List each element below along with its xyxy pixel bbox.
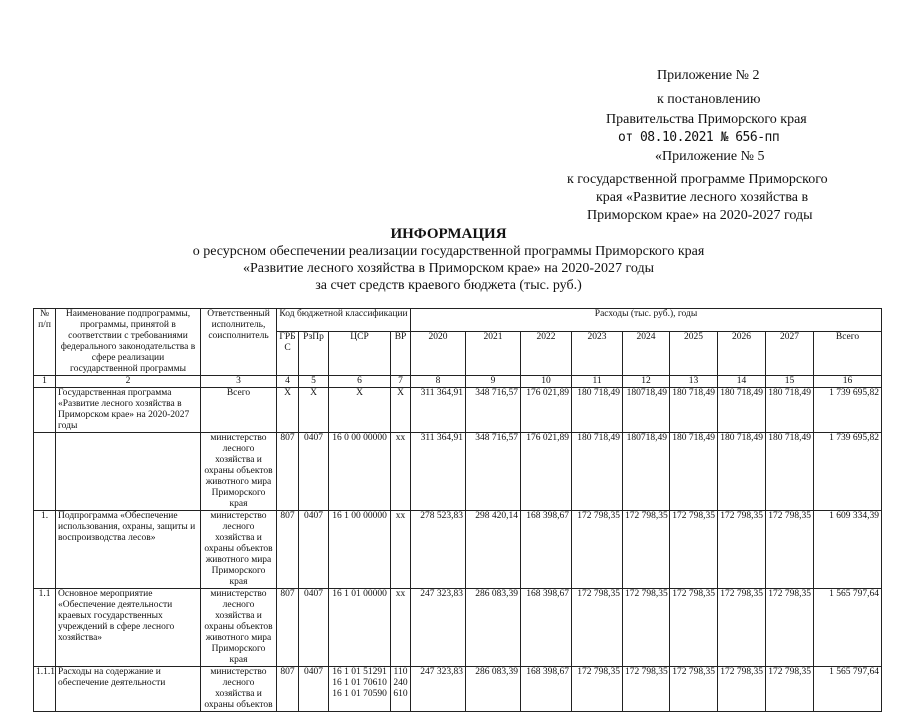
cell-csr: 16 1 00 00000 [329, 511, 391, 589]
cell-year-value: 311 364,91 [411, 433, 466, 511]
column-number: 12 [623, 376, 670, 388]
column-number-row [34, 376, 882, 388]
program-line-1: к государственной программе Приморского [567, 172, 828, 187]
cell-year-value: 168 398,67 [521, 511, 572, 589]
cell-year-value: 278 523,83 [411, 511, 466, 589]
col-name-header: Наименование подпрограммы, программы, принятой в соответствии с требованиями федерального законодательства в сфере реализации государственной программы [56, 309, 201, 376]
table-row [34, 589, 882, 667]
cell-year-value: 348 716,57 [466, 433, 521, 511]
cell-year-value: 172 798,35 [670, 511, 718, 589]
cell-year-value: 172 798,35 [670, 589, 718, 667]
cell-year-value: 180 718,49 [766, 433, 814, 511]
col-total-header: Всего [814, 331, 882, 375]
cell-year-value: 176 021,89 [521, 433, 572, 511]
column-number: 14 [718, 376, 766, 388]
cell-year-value: 286 083,39 [466, 667, 521, 712]
cell-total: 1 609 334,39 [814, 511, 882, 589]
cell-year-value: 172 798,35 [718, 667, 766, 712]
col-2024-header: 2024 [623, 331, 670, 375]
cell-year-value: 180 718,49 [670, 388, 718, 433]
cell-csr: 16 1 01 51291 16 1 01 70610 16 1 01 70590 [329, 667, 391, 712]
cell-executor: министерство лесного хозяйства и охраны объектов животного мира Приморского края [201, 433, 277, 511]
col-2022-header: 2022 [521, 331, 572, 375]
cell-num: 1. [34, 511, 56, 589]
column-number: 5 [299, 376, 329, 388]
col-2020-header: 2020 [411, 331, 466, 375]
cell-year-value: 172 798,35 [623, 667, 670, 712]
col-2026-header: 2026 [718, 331, 766, 375]
cell-year-value: 311 364,91 [411, 388, 466, 433]
cell-year-value: 172 798,35 [572, 511, 623, 589]
table-row [34, 433, 882, 511]
cell-year-value: 176 021,89 [521, 388, 572, 433]
column-number: 15 [766, 376, 814, 388]
cell-grbs: 807 [277, 667, 299, 712]
cell-total: 1 739 695,82 [814, 388, 882, 433]
cell-rzpr: X [299, 388, 329, 433]
cell-year-value: 180 718,49 [766, 388, 814, 433]
title-heading: ИНФОРМАЦИЯ [390, 226, 507, 242]
cell-rzpr: 0407 [299, 511, 329, 589]
cell-rzpr: 0407 [299, 667, 329, 712]
column-number: 3 [201, 376, 277, 388]
cell-name: Расходы на содержание и обеспечение деятельности [56, 667, 201, 712]
cell-total: 1 565 797,64 [814, 667, 882, 712]
program-line-3: Приморском крае» на 2020-2027 годы [587, 208, 813, 223]
column-number: 1 [34, 376, 56, 388]
cell-year-value: 172 798,35 [572, 667, 623, 712]
cell-year-value: 172 798,35 [766, 511, 814, 589]
cell-year-value: 247 323,83 [411, 589, 466, 667]
cell-year-value: 298 420,14 [466, 511, 521, 589]
cell-executor: Всего [201, 388, 277, 433]
cell-year-value: 172 798,35 [623, 589, 670, 667]
cell-name: Основное мероприятие «Обеспечение деятельности краевых государственных учреждений в сфере лесного хозяйства» [56, 589, 201, 667]
cell-grbs: 807 [277, 511, 299, 589]
table-row [34, 667, 882, 712]
cell-total: 1 739 695,82 [814, 433, 882, 511]
cell-vr: xx [391, 433, 411, 511]
cell-executor: министерство лесного хозяйства и охраны объектов [201, 667, 277, 712]
appendix-number: Приложение № 2 [657, 68, 760, 83]
program-line-2: края «Развитие лесного хозяйства в [596, 190, 809, 205]
cell-year-value: 172 798,35 [623, 511, 670, 589]
cell-csr: 16 0 00 00000 [329, 433, 391, 511]
cell-year-value: 168 398,67 [521, 589, 572, 667]
cell-year-value: 180 718,49 [718, 388, 766, 433]
column-number: 11 [572, 376, 623, 388]
cell-num: 1.1.1 [34, 667, 56, 712]
col-2023-header: 2023 [572, 331, 623, 375]
cell-year-value: 348 716,57 [466, 388, 521, 433]
cell-executor: министерство лесного хозяйства и охраны объектов животного мира Приморского края [201, 589, 277, 667]
cell-rzpr: 0407 [299, 433, 329, 511]
cell-year-value: 172 798,35 [766, 667, 814, 712]
column-number: 4 [277, 376, 299, 388]
budget-code-header: Код бюджетной классификации [277, 309, 411, 332]
header-row-1 [34, 309, 882, 332]
cell-year-value: 172 798,35 [670, 667, 718, 712]
cell-vr: xx [391, 511, 411, 589]
government-name: Правительства Приморского края [606, 112, 807, 127]
cell-csr: X [329, 388, 391, 433]
cell-year-value: 180 718,49 [572, 433, 623, 511]
cell-name: Государственная программа «Развитие лесного хозяйства в Приморском крае» на 2020-2027 годы [56, 388, 201, 433]
cell-year-value: 172 798,35 [766, 589, 814, 667]
cell-num [34, 433, 56, 511]
col-2027-header: 2027 [766, 331, 814, 375]
cell-year-value: 286 083,39 [466, 589, 521, 667]
to-resolution: к постановлению [657, 92, 761, 107]
col-vr-header: ВР [391, 331, 411, 375]
cell-year-value: 172 798,35 [718, 511, 766, 589]
cell-year-value: 172 798,35 [718, 589, 766, 667]
cell-num [34, 388, 56, 433]
col-2021-header: 2021 [466, 331, 521, 375]
cell-year-value: 180718,49 [623, 388, 670, 433]
resource-table [33, 308, 882, 712]
appendix-header [0, 0, 905, 230]
table-row [34, 511, 882, 589]
cell-vr: 110 240 610 [391, 667, 411, 712]
cell-rzpr: 0407 [299, 589, 329, 667]
cell-grbs: 807 [277, 433, 299, 511]
table-row [34, 388, 882, 433]
cell-total: 1 565 797,64 [814, 589, 882, 667]
column-number: 16 [814, 376, 882, 388]
col-2025-header: 2025 [670, 331, 718, 375]
column-number: 8 [411, 376, 466, 388]
cell-name: Подпрограмма «Обеспечение использования, охраны, защиты и воспроизводства лесов» [56, 511, 201, 589]
cell-vr: X [391, 388, 411, 433]
cell-year-value: 168 398,67 [521, 667, 572, 712]
cell-grbs: 807 [277, 589, 299, 667]
col-csr-header: ЦСР [329, 331, 391, 375]
cell-csr: 16 1 01 00000 [329, 589, 391, 667]
column-number: 7 [391, 376, 411, 388]
cell-year-value: 180 718,49 [718, 433, 766, 511]
cell-year-value: 247 323,83 [411, 667, 466, 712]
col-executor-header: Ответственный исполнитель, соисполнитель [201, 309, 277, 376]
cell-year-value: 180 718,49 [670, 433, 718, 511]
cell-year-value: 172 798,35 [572, 589, 623, 667]
title-line-2: «Развитие лесного хозяйства в Приморском крае» на 2020-2027 годы [242, 261, 655, 276]
column-number: 10 [521, 376, 572, 388]
cell-executor: министерство лесного хозяйства и охраны объектов животного мира Приморского края [201, 511, 277, 589]
cell-year-value: 180718,49 [623, 433, 670, 511]
cell-grbs: X [277, 388, 299, 433]
column-number: 6 [329, 376, 391, 388]
cell-vr: xx [391, 589, 411, 667]
cell-name [56, 433, 201, 511]
document-title [0, 226, 905, 294]
expenses-header: Расходы (тыс. руб.), годы [411, 309, 882, 332]
cell-year-value: 180 718,49 [572, 388, 623, 433]
date-number: от 08.10.2021 № 656-пп [618, 130, 780, 145]
title-line-1: о ресурсном обеспечении реализации государственной программы Приморского края [192, 244, 705, 259]
cell-num: 1.1 [34, 589, 56, 667]
col-num-header: № п/п [34, 309, 56, 376]
column-number: 9 [466, 376, 521, 388]
col-rzpr-header: РзПр [299, 331, 329, 375]
col-grbs-header: ГРБ С [277, 331, 299, 375]
column-number: 2 [56, 376, 201, 388]
title-line-3: за счет средств краевого бюджета (тыс. руб.) [315, 278, 582, 293]
column-number: 13 [670, 376, 718, 388]
appendix-5: «Приложение № 5 [655, 149, 765, 164]
